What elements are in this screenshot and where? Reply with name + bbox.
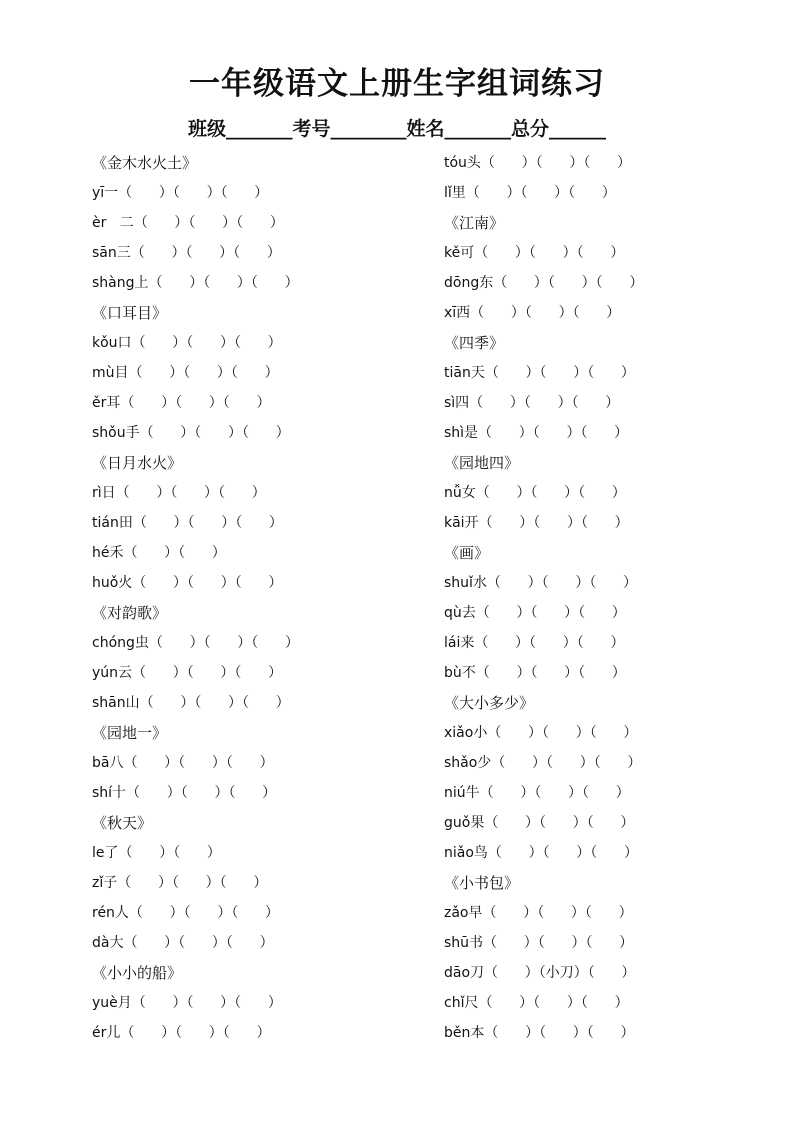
lesson-heading: 《金木水火土》 — [92, 154, 198, 172]
word-exercise-row: niú牛（ ）（ ）（ ） — [444, 785, 630, 801]
word-exercise-row: rì日（ ）（ ）（ ） — [92, 485, 266, 501]
word-exercise-row: èr 二（ ）（ ）（ ） — [92, 215, 284, 231]
word-exercise-row: xiǎo小（ ）（ ）（ ） — [444, 725, 638, 741]
word-exercise-row: shǎo少（ ）（ ）（ ） — [444, 755, 642, 771]
word-exercise-row: kě可（ ）（ ）（ ） — [444, 245, 625, 261]
student-info-line: 班级_______考号________姓名_______总分______ — [187, 118, 606, 140]
lesson-heading: 《四季》 — [444, 334, 505, 352]
word-exercise-row: mù目（ ）（ ）（ ） — [92, 365, 279, 381]
word-exercise-row: dōng东（ ）（ ）（ ） — [444, 275, 644, 291]
lesson-heading: 《大小多少》 — [444, 694, 535, 712]
page-title: 一年级语文上册生字组词练习 — [189, 66, 605, 102]
word-exercise-row: bù不（ ）（ ）（ ） — [444, 665, 626, 681]
word-exercise-row: dà大（ ）（ ）（ ） — [92, 935, 274, 951]
word-exercise-row: huǒ火（ ）（ ）（ ） — [92, 575, 283, 591]
right-column — [444, 148, 774, 1048]
word-exercise-row: chóng虫（ ）（ ）（ ） — [92, 635, 299, 651]
word-exercise-row: kāi开（ ）（ ）（ ） — [444, 515, 629, 531]
left-column — [92, 148, 422, 1048]
lesson-heading: 《小书包》 — [444, 874, 520, 892]
word-exercise-row: lái来（ ）（ ）（ ） — [444, 635, 625, 651]
lesson-heading: 《秋天》 — [92, 814, 153, 832]
word-exercise-row: bā八（ ）（ ）（ ） — [92, 755, 274, 771]
word-exercise-row: lǐ里（ ）（ ）（ ） — [444, 185, 616, 201]
word-exercise-row: qù去（ ）（ ）（ ） — [444, 605, 626, 621]
word-exercise-row: nǚ女（ ）（ ）（ ） — [444, 485, 626, 501]
word-exercise-row: xī西（ ）（ ）（ ） — [444, 305, 621, 321]
word-exercise-row: zǐ子（ ）（ ）（ ） — [92, 875, 268, 891]
word-exercise-row: sì四（ ）（ ）（ ） — [444, 395, 620, 411]
word-exercise-row: hé禾（ ）（ ） — [92, 545, 226, 561]
word-exercise-row: tóu头（ ）（ ）（ ） — [444, 155, 632, 171]
word-exercise-row: běn本（ ）（ ）（ ） — [444, 1025, 635, 1041]
word-exercise-row: kǒu口（ ）（ ）（ ） — [92, 335, 282, 351]
word-exercise-row: le了（ ）（ ） — [92, 845, 221, 861]
lesson-heading: 《画》 — [444, 544, 490, 562]
word-exercise-row: shí十（ ）（ ）（ ） — [92, 785, 277, 801]
word-exercise-row: ér儿（ ）（ ）（ ） — [92, 1025, 271, 1041]
word-exercise-row: shì是（ ）（ ）（ ） — [444, 425, 629, 441]
word-exercise-row: tiān天（ ）（ ）（ ） — [444, 365, 635, 381]
lesson-heading: 《口耳目》 — [92, 304, 168, 322]
word-exercise-row: shān山（ ）（ ）（ ） — [92, 695, 290, 711]
lesson-heading: 《江南》 — [444, 214, 505, 232]
word-exercise-row: yuè月（ ）（ ）（ ） — [92, 995, 282, 1011]
word-exercise-row: shǒu手（ ）（ ）（ ） — [92, 425, 290, 441]
word-exercise-row: shuǐ水（ ）（ ）（ ） — [444, 575, 638, 591]
word-exercise-row: niǎo鸟（ ）（ ）（ ） — [444, 845, 639, 861]
word-exercise-row: yún云（ ）（ ）（ ） — [92, 665, 283, 681]
lesson-heading: 《小小的船》 — [92, 964, 183, 982]
word-exercise-row: chǐ尺（ ）（ ）（ ） — [444, 995, 629, 1011]
word-exercise-row: shū书（ ）（ ）（ ） — [444, 935, 634, 951]
lesson-heading: 《日月水火》 — [92, 454, 183, 472]
lesson-heading: 《对韵歌》 — [92, 604, 168, 622]
word-exercise-row: dāo刀（ ）（小刀）（ ） — [444, 965, 636, 981]
word-exercise-row: zǎo早（ ）（ ）（ ） — [444, 905, 633, 921]
word-exercise-row: guǒ果（ ）（ ）（ ） — [444, 815, 635, 831]
lesson-heading: 《园地四》 — [444, 454, 520, 472]
word-exercise-row: tián田（ ）（ ）（ ） — [92, 515, 283, 531]
word-exercise-row: shàng上（ ）（ ）（ ） — [92, 275, 299, 291]
word-exercise-row: yī一（ ）（ ）（ ） — [92, 185, 269, 201]
lesson-heading: 《园地一》 — [92, 724, 168, 742]
word-exercise-row: rén人（ ）（ ）（ ） — [92, 905, 280, 921]
word-exercise-row: ěr耳（ ）（ ）（ ） — [92, 395, 271, 411]
word-exercise-row: sān三（ ）（ ）（ ） — [92, 245, 281, 261]
